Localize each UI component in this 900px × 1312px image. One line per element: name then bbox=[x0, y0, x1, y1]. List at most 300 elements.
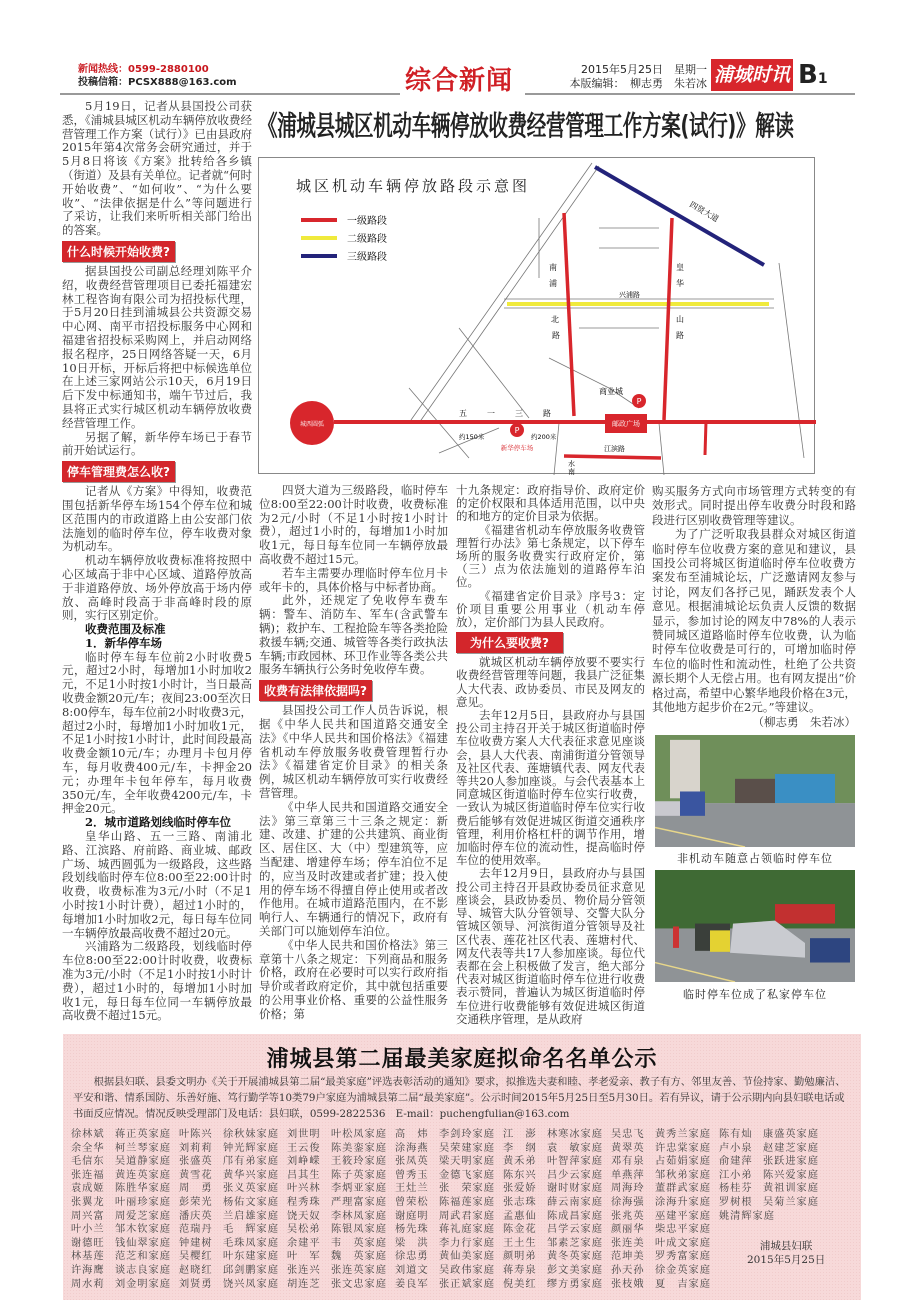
photo-caption-1: 非机动车随意占领临时停车位 bbox=[677, 852, 833, 865]
photo-bikes-occupying-spaces bbox=[655, 735, 855, 847]
nominee-family: 叶松凤家庭 bbox=[331, 1129, 387, 1140]
issue-info bbox=[545, 63, 707, 91]
nominee-entry bbox=[71, 1182, 179, 1196]
nominee-entry bbox=[611, 1196, 719, 1210]
article-column-4 bbox=[652, 484, 856, 729]
nominee-name: 张志珠 bbox=[503, 1196, 537, 1208]
nominee-entry bbox=[611, 1278, 719, 1292]
nominee-family: 夏 吉家庭 bbox=[655, 1278, 711, 1290]
nominee-entry bbox=[503, 1264, 611, 1278]
nominee-family: 韦 英家庭 bbox=[331, 1237, 387, 1249]
nominee-name: 李 纲 bbox=[503, 1142, 537, 1154]
subheading: 2．城市道路划线临时停车位 bbox=[85, 815, 232, 830]
header-divider bbox=[60, 93, 400, 95]
nominee-entry bbox=[611, 1237, 719, 1251]
label-nanpu bbox=[549, 262, 560, 340]
svg-text:南: 南 bbox=[568, 468, 575, 475]
nominee-name: 单燕萍 bbox=[611, 1169, 645, 1181]
label-shuinan bbox=[568, 459, 575, 475]
nominee-family: 范芝和家庭 bbox=[115, 1251, 171, 1263]
nominee-family: 毛珠凤家庭 bbox=[223, 1237, 279, 1249]
nominee-family: 徐金英家庭 bbox=[655, 1264, 711, 1276]
nominee-entry bbox=[287, 1182, 395, 1196]
nominee-name: 张枝娥 bbox=[611, 1278, 645, 1290]
notice-paragraph: 根据县妇联、县委文明办《关于开展浦城县第二届“最美家庭”评选表彰活动的通知》要求，拟推选夫妻和睦、孝老爱亲、教子有方、邻里友善、节俭持家、勤勉廉洁、平安和谐、情系国防、乐善好施、笃行勤学等10类79户家庭为浦城县第二届“最美家庭”。公示时间2015年5月25日至5月30日。若有异议，请于公示期内向县妇联电话或书面反应情况。情况反映受理部门及电话：县妇联，0599-2822536 E-mail：puchengfulian@163.com bbox=[73, 1076, 846, 1120]
nominee-entry bbox=[71, 1128, 179, 1142]
road-sixian-level3 bbox=[595, 167, 764, 265]
nominee-entry bbox=[287, 1155, 395, 1169]
nominee-name: 陈有灿 bbox=[719, 1129, 753, 1140]
nominee-name: 赵晓红 bbox=[179, 1264, 213, 1276]
nominee-entry bbox=[719, 1196, 827, 1210]
nominee-family: 李林凤家庭 bbox=[331, 1210, 387, 1222]
nominee-name: 孟惠仙 bbox=[503, 1210, 537, 1222]
nominee-list bbox=[71, 1128, 851, 1291]
label-xingpu: 兴浦路 bbox=[619, 291, 640, 299]
nominee-entry bbox=[611, 1250, 719, 1264]
paragraph: 皇华山路、五一三路、南浦北路、江滨路、府前路、商业城、邮政广场、城西圆弧为一级路段，这些路段划线临时停车位8:00至22:00计时收费，收费标准为3元/小时（不足1小时按1小时计费），超过1小时的，每增加1小时加收2元，每日每车位同一车辆停放最高收费不超过20元。 bbox=[62, 829, 252, 940]
nominee-entry bbox=[611, 1128, 719, 1142]
nominee-family: 金德飞家庭 bbox=[439, 1169, 495, 1181]
nominee-entry bbox=[287, 1196, 395, 1210]
nominee-entry bbox=[719, 1155, 827, 1169]
section-heading: 停车管理费怎么收? bbox=[62, 461, 175, 482]
nominee-entry bbox=[287, 1264, 395, 1278]
nominee-name: 杨桂芬 bbox=[719, 1183, 753, 1195]
nominee-family: 黄秀兰家庭 bbox=[655, 1129, 711, 1140]
nominee-family: 陈兴爱家庭 bbox=[763, 1169, 819, 1181]
svg-text:南: 南 bbox=[549, 263, 557, 272]
paragraph: 若车主需要办理临时停车位月卡或年卡的，具体价格与中标者协商。 bbox=[259, 565, 448, 594]
nominee-family: 蒋正英家庭 bbox=[115, 1129, 171, 1140]
nominee-entry bbox=[611, 1182, 719, 1196]
nominee-entry bbox=[179, 1169, 287, 1183]
nominee-family: 吴道静家庭 bbox=[115, 1156, 171, 1168]
nominee-family: 王筱玲家庭 bbox=[331, 1156, 387, 1168]
nominee-family: 陈成昌家庭 bbox=[547, 1210, 603, 1222]
nominee-name: 刘莉莉 bbox=[179, 1142, 213, 1154]
notice-title: 浦城县第二届最美家庭拟命名名单公示 bbox=[266, 1047, 658, 1072]
nominee-entry bbox=[503, 1182, 611, 1196]
nominee-family: 康盛英家庭 bbox=[763, 1129, 819, 1140]
paragraph: 十九条规定：政府指导价、政府定价的定价权限和具体适用范围，以中央的和地方的定价目录为依据。 bbox=[456, 483, 645, 524]
nominee-family: 柯兰琴家庭 bbox=[115, 1142, 171, 1154]
nominee-name: 黄雪花 bbox=[179, 1169, 213, 1181]
nominee-name: 俞建萍 bbox=[719, 1156, 753, 1168]
nominee-entry bbox=[287, 1250, 395, 1264]
nominee-name: 林基莲 bbox=[71, 1251, 105, 1263]
nominee-family: 刘金明家庭 bbox=[115, 1278, 171, 1290]
nominee-family: 吴荣建家庭 bbox=[439, 1142, 495, 1154]
nominee-name: 钟建树 bbox=[179, 1237, 213, 1249]
nominee-column bbox=[503, 1128, 611, 1291]
nominee-name: 吴樱红 bbox=[179, 1251, 213, 1263]
nominee-name: 刘贤勇 bbox=[179, 1278, 213, 1290]
nominee-entry bbox=[395, 1182, 503, 1196]
nominee-family: 林寒冰家庭 bbox=[547, 1129, 603, 1140]
nominee-column bbox=[395, 1128, 503, 1291]
nominee-family: 邱剑鹏家庭 bbox=[223, 1264, 279, 1276]
nominee-entry bbox=[503, 1155, 611, 1169]
nominee-family: 张正斌家庭 bbox=[439, 1278, 495, 1290]
nominee-family: 彭文美家庭 bbox=[547, 1264, 603, 1276]
nominee-column bbox=[71, 1128, 179, 1291]
label-sixian: 四贤大道 bbox=[688, 199, 721, 224]
nominee-family: 谈志良家庭 bbox=[115, 1264, 171, 1276]
nominee-family: 邝有弟家庭 bbox=[223, 1156, 279, 1168]
nominee-entry bbox=[503, 1223, 611, 1237]
nominee-family: 邹素芝家庭 bbox=[547, 1237, 603, 1249]
nominee-name: 张兆英 bbox=[611, 1210, 645, 1222]
nominee-name: 程秀珠 bbox=[287, 1196, 321, 1208]
nominee-entry bbox=[179, 1264, 287, 1278]
nominee-family: 占茹娟家庭 bbox=[655, 1156, 711, 1168]
nominee-entry bbox=[503, 1250, 611, 1264]
nominee-family: 黄连英家庭 bbox=[115, 1169, 171, 1181]
label-huanghua bbox=[676, 262, 684, 340]
nominee-family: 梁天明家庭 bbox=[439, 1156, 495, 1168]
nominee-entry bbox=[503, 1169, 611, 1183]
signer: 浦城县妇联 bbox=[759, 1240, 813, 1252]
page-letter: B bbox=[798, 60, 818, 90]
nominee-entry bbox=[611, 1169, 719, 1183]
label-wuyisan bbox=[459, 408, 551, 418]
nominee-name: 江 澎 bbox=[503, 1129, 537, 1140]
nominee-family: 陈银凤家庭 bbox=[331, 1224, 387, 1236]
nominee-family: 巫建平家庭 bbox=[655, 1210, 711, 1222]
nominee-entry bbox=[71, 1250, 179, 1264]
nominee-entry bbox=[179, 1128, 287, 1142]
nominee-name: 陈东兴 bbox=[503, 1169, 537, 1181]
nominee-entry bbox=[287, 1278, 395, 1292]
nominee-name: 张连美 bbox=[611, 1237, 645, 1249]
nominee-entry bbox=[71, 1278, 179, 1292]
nominee-family: 黄华兴家庭 bbox=[223, 1169, 279, 1181]
nominee-entry bbox=[395, 1155, 503, 1169]
nominee-name: 范坤美 bbox=[611, 1251, 645, 1263]
paragraph: 四贤大道为三级路段，临时停车位8:00至22:00计时收费，收费标准为2元/小时（不足1小时按1小时计费），超过1小时的，每增加1小时加收1元，每日每车位同一车辆停放最高收费不超过15元。 bbox=[259, 483, 448, 566]
article-headline: 《浦城县城区机动车辆停放收费经营管理工作方案(试行)》解读 bbox=[258, 109, 794, 142]
nominee-name: 饶天奴 bbox=[287, 1210, 321, 1222]
nominee-name: 叶 军 bbox=[287, 1251, 321, 1263]
svg-text:路: 路 bbox=[552, 331, 560, 340]
label-chengxi: 城西圆弧 bbox=[299, 421, 325, 428]
nominee-name: 余全华 bbox=[71, 1142, 105, 1154]
section-heading: 为什么要收费? bbox=[456, 632, 563, 653]
nominee-name: 曾秀玉 bbox=[395, 1169, 429, 1181]
road-nanpu-level1 bbox=[564, 213, 574, 416]
nominee-name: 王土生 bbox=[503, 1237, 537, 1249]
page-editors: 本版编辑： 柳志勇 朱若冰 bbox=[569, 77, 707, 90]
nominee-family: 毛 辉家庭 bbox=[223, 1224, 279, 1236]
nominee-entry bbox=[611, 1223, 719, 1237]
nominee-name: 范瑞丹 bbox=[179, 1224, 213, 1236]
paragraph: 据县国投公司副总经理刘陈平介绍，收费经营管理项目已委托福建宏林工程咨询有限公司为招投标代理，于5月20日挂到浦城县公共资源交易中心网、南平市招投标服务中心网和福建省招投标采购网上，并启动网络报名程序，25日网络答疑一天，6月10日开标，开标后将把中标候选单位在上述三家网站公示10天，6月19日后下发中标通知书，端午节过后，我县将正式实行城区机动车辆停放收费经营管理工作。 bbox=[62, 263, 252, 430]
article-column-2 bbox=[259, 484, 448, 1021]
best-family-notice bbox=[63, 1034, 861, 1300]
issue-date: 2015年5月25日 星期一 bbox=[581, 63, 707, 76]
nominee-column bbox=[179, 1128, 287, 1291]
nominee-name: 吕其生 bbox=[287, 1169, 321, 1181]
nominee-family: 严理富家庭 bbox=[331, 1196, 387, 1208]
nominee-family: 陈子英家庭 bbox=[331, 1169, 387, 1181]
nominee-name: 周海玲 bbox=[611, 1183, 645, 1195]
paragraph: 记者从《方案》中得知，收费范围包括新华停车场154个停车位和城区范围内的市政道路上由公安部门依法施划的临时停车位，停车收费对象为机动车。 bbox=[62, 484, 252, 554]
nominee-family: 罗秀富家庭 bbox=[655, 1251, 711, 1263]
legend-level1: 一级路段 bbox=[347, 216, 387, 227]
nominee-family: 黄冬英家庭 bbox=[547, 1251, 603, 1263]
nominee-family: 李炳亚家庭 bbox=[331, 1183, 387, 1195]
parking-p-icon: P bbox=[636, 397, 642, 406]
nominee-family: 谢时财家庭 bbox=[547, 1183, 603, 1195]
nominee-name: 谢德旺 bbox=[71, 1237, 105, 1249]
nominee-family: 缪方勇家庭 bbox=[547, 1278, 603, 1290]
parking-map bbox=[258, 157, 815, 474]
nominee-name: 吴忠飞 bbox=[611, 1129, 645, 1140]
nominee-entry bbox=[395, 1169, 503, 1183]
nominee-entry bbox=[71, 1237, 179, 1251]
svg-text:皇: 皇 bbox=[676, 263, 684, 272]
nominee-family: 周爱芝家庭 bbox=[115, 1210, 171, 1222]
nominee-name: 胡连芝 bbox=[287, 1278, 321, 1290]
nominee-name: 王灶兰 bbox=[395, 1183, 429, 1195]
nominee-entry bbox=[503, 1128, 611, 1142]
nominee-name: 袁成姬 bbox=[71, 1183, 105, 1195]
nominee-entry bbox=[395, 1278, 503, 1292]
nominee-family: 董群武家庭 bbox=[655, 1183, 711, 1195]
nominee-family: 李剑玲家庭 bbox=[439, 1129, 495, 1140]
nominee-name: 张爱娇 bbox=[503, 1183, 537, 1195]
nominee-name: 徐忠勇 bbox=[395, 1251, 429, 1263]
nominee-entry bbox=[395, 1223, 503, 1237]
nominee-name: 罗树根 bbox=[719, 1196, 753, 1208]
nominee-family: 陈美銮家庭 bbox=[331, 1142, 387, 1154]
paragraph: 机动车辆停放收费标准将按照中心区域高于非中心区域、道路停放高于非道路停放、场外停放高于场内停放、高峰时段高于非高峰时段的原则，实行区别定价。 bbox=[62, 553, 252, 623]
nominee-entry bbox=[719, 1182, 827, 1196]
svg-text:一: 一 bbox=[487, 409, 495, 418]
svg-text:华: 华 bbox=[676, 279, 684, 288]
nominee-family: 赵建芝家庭 bbox=[763, 1142, 819, 1154]
nominee-name: 杨先珠 bbox=[395, 1224, 429, 1236]
nominee-name: 黄禾弟 bbox=[503, 1156, 537, 1168]
nominee-family: 张文忠家庭 bbox=[331, 1278, 387, 1290]
nominee-family: 张 荣家庭 bbox=[439, 1183, 495, 1195]
newspaper-logo: 浦城时讯 bbox=[711, 59, 793, 91]
nominee-entry bbox=[719, 1142, 827, 1156]
nominee-name: 陈金花 bbox=[503, 1224, 537, 1236]
nominee-entry bbox=[503, 1196, 611, 1210]
nominee-name: 刘道文 bbox=[395, 1264, 429, 1276]
nominee-entry bbox=[611, 1210, 719, 1224]
nominee-name: 叶兴林 bbox=[287, 1183, 321, 1195]
nominee-entry bbox=[71, 1196, 179, 1210]
nominee-column bbox=[611, 1128, 719, 1291]
paragraph: 就城区机动车辆停放要不要实行收费经营管理等问题，我县广泛征集人大代表、政协委员、市民及网友的意见。 bbox=[456, 655, 645, 709]
nominee-entry bbox=[719, 1210, 827, 1224]
nominee-entry bbox=[287, 1223, 395, 1237]
nominee-name: 颜明弟 bbox=[503, 1251, 537, 1263]
nominee-column bbox=[287, 1128, 395, 1291]
nominee-name: 余建平 bbox=[287, 1237, 321, 1249]
nominee-entry bbox=[719, 1128, 827, 1142]
nominee-family: 黄祖训家庭 bbox=[763, 1183, 819, 1195]
nominee-family: 陈福莲家庭 bbox=[439, 1196, 495, 1208]
nominee-entry bbox=[71, 1210, 179, 1224]
byline: （柳志勇 朱若冰） bbox=[752, 714, 856, 729]
label-jiangbin: 江滨路 bbox=[604, 445, 625, 453]
parking-p-icon: P bbox=[514, 426, 520, 435]
nominee-entry bbox=[179, 1237, 287, 1251]
svg-text:路: 路 bbox=[543, 409, 551, 418]
nominee-family: 邹木钦家庭 bbox=[115, 1224, 171, 1236]
road-fuqian-level1 bbox=[705, 421, 706, 455]
nominee-name: 颜丽华 bbox=[611, 1224, 645, 1236]
nominee-name: 毛信东 bbox=[71, 1156, 105, 1168]
nominee-name: 叶小兰 bbox=[71, 1224, 105, 1236]
hotline-label: 新闻热线： bbox=[78, 64, 128, 75]
photo-covered-cars bbox=[655, 870, 855, 982]
nominee-entry bbox=[71, 1264, 179, 1278]
nominee-entry bbox=[287, 1210, 395, 1224]
nominee-name: 吴松弟 bbox=[287, 1224, 321, 1236]
nominee-entry bbox=[503, 1237, 611, 1251]
nominee-family: 钱仙翠家庭 bbox=[115, 1237, 171, 1249]
nominee-family: 陈胜华家庭 bbox=[115, 1183, 171, 1195]
nominee-family: 柴忠平家庭 bbox=[655, 1224, 711, 1236]
nominee-name: 谢庭明 bbox=[395, 1210, 429, 1222]
nominee-name: 周水莉 bbox=[71, 1278, 105, 1290]
nominee-name: 张凤英 bbox=[395, 1156, 429, 1168]
nominee-name: 姚清辉家庭 bbox=[719, 1210, 775, 1222]
nominee-family: 邹秋弟家庭 bbox=[655, 1169, 711, 1181]
nominee-entry bbox=[179, 1278, 287, 1292]
notice-signature bbox=[747, 1239, 825, 1267]
nominee-name: 彭荣光 bbox=[179, 1196, 213, 1208]
section-heading: 收费有法律依据吗? bbox=[259, 680, 372, 701]
nominee-family: 钟光辉家庭 bbox=[223, 1142, 279, 1154]
nominee-name: 江小弟 bbox=[719, 1169, 753, 1181]
section-heading: 什么时候开始收费? bbox=[62, 241, 175, 262]
road-huanghua-level1 bbox=[664, 218, 672, 420]
svg-text:山: 山 bbox=[676, 315, 684, 324]
nominee-name: 徐海强 bbox=[611, 1196, 645, 1208]
svg-text:五: 五 bbox=[459, 409, 467, 418]
hotline-number: 0599-2880100 bbox=[128, 64, 209, 75]
nominee-entry bbox=[287, 1142, 395, 1156]
svg-text:水: 水 bbox=[568, 460, 575, 468]
nominee-family: 叶丽珍家庭 bbox=[115, 1196, 171, 1208]
nominee-family: 徐秋妹家庭 bbox=[223, 1129, 279, 1140]
email-address: PCSX888@163.com bbox=[128, 77, 237, 88]
nominee-entry bbox=[503, 1142, 611, 1156]
nominee-entry bbox=[179, 1196, 287, 1210]
nominee-family: 张跃进家庭 bbox=[763, 1156, 819, 1168]
nominee-name: 叶陈兴 bbox=[179, 1129, 213, 1140]
nominee-family: 薛云南家庭 bbox=[547, 1196, 603, 1208]
nominee-name: 刘峥嵘 bbox=[287, 1156, 321, 1168]
nominee-family: 涂海升家庭 bbox=[655, 1196, 711, 1208]
nominee-name: 张翼龙 bbox=[71, 1196, 105, 1208]
label-xinhua: 新华停车场 bbox=[500, 444, 534, 452]
nominee-entry bbox=[611, 1155, 719, 1169]
nominee-name: 姜良军 bbox=[395, 1278, 429, 1290]
paragraph: 《福建省机动车停放服务收费管理暂行办法》第七条规定，以下停车场所的服务收费实行政府定价，第（三）点为依法施划的道路停车泊位。 bbox=[456, 522, 645, 590]
subheading: 收费范围及标准 bbox=[85, 622, 166, 637]
article-column-3 bbox=[456, 484, 645, 1026]
nominee-family: 张义英家庭 bbox=[223, 1183, 279, 1195]
label-200m: 约200米 bbox=[531, 433, 557, 441]
nominee-entry bbox=[179, 1142, 287, 1156]
nominee-family: 吴菊兰家庭 bbox=[763, 1196, 819, 1208]
nominee-entry bbox=[179, 1210, 287, 1224]
nominee-entry bbox=[287, 1128, 395, 1142]
nominee-name: 高 炜 bbox=[395, 1129, 429, 1140]
label-150m: 约150米 bbox=[459, 433, 485, 441]
photo-caption-2: 临时停车位成了私家停车位 bbox=[683, 988, 827, 1001]
paragraph: 兴浦路为二级路段，划线临时停车位8:00至22:00计时收费，收费标准为3元/小时（不足1小时按1小时计费），超过1小时的，每增加1小时加收1元，每日每车位同一车辆停放最高收费不超过15元。 bbox=[62, 939, 252, 1023]
nominee-family: 杨佑文家庭 bbox=[223, 1196, 279, 1208]
svg-text:三: 三 bbox=[515, 409, 523, 418]
nominee-family: 黄仙美家庭 bbox=[439, 1251, 495, 1263]
nominee-family: 张连英家庭 bbox=[331, 1264, 387, 1276]
nominee-name: 曾荣松 bbox=[395, 1196, 429, 1208]
nominee-entry bbox=[71, 1155, 179, 1169]
nominee-family: 饶兴凤家庭 bbox=[223, 1278, 279, 1290]
paragraph: 《中华人民共和国价格法》第三章第十八条之规定：下列商品和服务价格，政府在必要时可以实行政府指导价或者政府定价，其中就包括重要的公用事业价格、重要的公益性服务价格；第 bbox=[259, 937, 448, 1021]
nominee-family: 袁 敏家庭 bbox=[547, 1142, 603, 1154]
nominee-entry bbox=[503, 1210, 611, 1224]
nominee-entry bbox=[179, 1223, 287, 1237]
nominee-entry bbox=[71, 1169, 179, 1183]
legend-level2: 二级路段 bbox=[347, 234, 387, 245]
paragraph: 另据了解，新华停车场已于春节前开始试运行。 bbox=[62, 429, 252, 458]
nominee-family: 叶东建家庭 bbox=[223, 1251, 279, 1263]
nominee-entry bbox=[395, 1250, 503, 1264]
paragraph: 临时停车每车位前2小时收费5元，超过2小时，每增加1小时加收2元，不足1小时按1小时计，当日最高收费金额20元/车；夜间23:00至次日8:00停车，每车位前2小时收费3元，超过2小时，每增加1小时加收1元，不足1小时按1小时计，此时间段最高收费金额10元/车；办理月卡包月停车，每月收费400元/车，卡押金20元；办理年卡包年停车，每月收费350元/车，全年收费4200元/车，卡押金20元。 bbox=[62, 649, 252, 816]
nominee-family: 兰启雄家庭 bbox=[223, 1210, 279, 1222]
nominee-entry bbox=[71, 1223, 179, 1237]
article-column-1 bbox=[62, 100, 252, 1023]
nominee-entry bbox=[395, 1237, 503, 1251]
nominee-entry bbox=[395, 1128, 503, 1142]
nominee-entry bbox=[395, 1142, 503, 1156]
nominee-name: 孙天孙 bbox=[611, 1264, 645, 1276]
paragraph: 去年12月5日，县政府办与县国投公司主持召开关于城区街道临时停车位收费方案人大代表征求意见座谈会，县人大代表、南浦街道分管领导及社区代表、莲塘镇代表、网友代表等共20人参加座谈。与会代表基本上同意城区街道临时停车位实行收费，一致认为城区街道临时停车位实行收费后能够有效促进城区街道交通秩序管理，利用价格杠杆的调节作用，增加临时停车位的流动性，提高临时停车位的使用效率。 bbox=[456, 708, 645, 868]
contact-info bbox=[78, 63, 237, 89]
page-digit: 1 bbox=[817, 71, 828, 87]
sign-date: 2015年5月25日 bbox=[747, 1254, 826, 1266]
nominee-name: 蒋寿泉 bbox=[503, 1264, 537, 1276]
paragraph: 为了广泛听取我县群众对城区街道临时停车位收费方案的意见和建议，县国投公司将城区街道临时停车位收费方案发布至浦城论坛，广泛邀请网友参与讨论，网友们各抒己见，踊跃发表个人意见。根据浦城论坛负责人反馈的数据显示，参加讨论的网友中78%的人表示赞同城区道路临时停车位收费，认为临时停车位收费是可行的，可增加临时停车位的临时性和流动性，杜绝了公共资源长期个人无偿占用。也有网友提出“价格过高，希望中心繁华地段价格在3元，其他地方起步价在2元。”等建议。 bbox=[652, 527, 856, 715]
legend-level3: 三级路段 bbox=[347, 252, 387, 263]
nominee-entry bbox=[395, 1264, 503, 1278]
nominee-entry bbox=[719, 1169, 827, 1183]
paragraph: 《福建省定价目录》序号3：定价项目重要公用事业（机动车停放），定价部门为县人民政府。 bbox=[456, 588, 645, 630]
nominee-name: 徐林斌 bbox=[71, 1129, 105, 1140]
svg-text:北: 北 bbox=[551, 315, 559, 324]
nominee-name: 潘庆英 bbox=[179, 1210, 213, 1222]
svg-text:路: 路 bbox=[676, 331, 684, 340]
nominee-name: 周兴富 bbox=[71, 1210, 105, 1222]
subheading: 1．新华停车场 bbox=[85, 635, 163, 650]
svg-text:浦: 浦 bbox=[549, 279, 557, 288]
nominee-entry bbox=[611, 1264, 719, 1278]
header-divider bbox=[525, 93, 855, 95]
nominee-family: 李力行家庭 bbox=[439, 1237, 495, 1249]
paragraph: 《中华人民共和国道路交通安全法》第三章第三十三条之规定：新建、改建、扩建的公共建筑、商业街区、居住区、大（中）型建筑等，应当配建、增建停车场；停车泊位不足的，应当及时改建或者扩建；投入使用的停车场不得擅自停止使用或者改作他用。在城市道路范围内，在不影响行人、车辆通行的情况下，政府有关部门可以施划停车泊位。 bbox=[259, 799, 448, 938]
nominee-entry bbox=[395, 1210, 503, 1224]
paragraph: 去年12月9日，县政府办与县国投公司主持召开县政协委员征求意见座谈会，县政协委员、物价局分管领导、城管大队分管领导、交警大队分管城区领导、河滨街道分管领导及社区代表、莲花社区代表、莲塘村代、网友代表等共17人参加座谈。每位代表都在会上积极做了发言，绝大部分代表对城区街道临时停车位进行收费表示赞同，普遍认为城区街道临时停车位进行收费能够有效促进城区街道交通秩序管理，是从政府 bbox=[456, 866, 645, 1026]
